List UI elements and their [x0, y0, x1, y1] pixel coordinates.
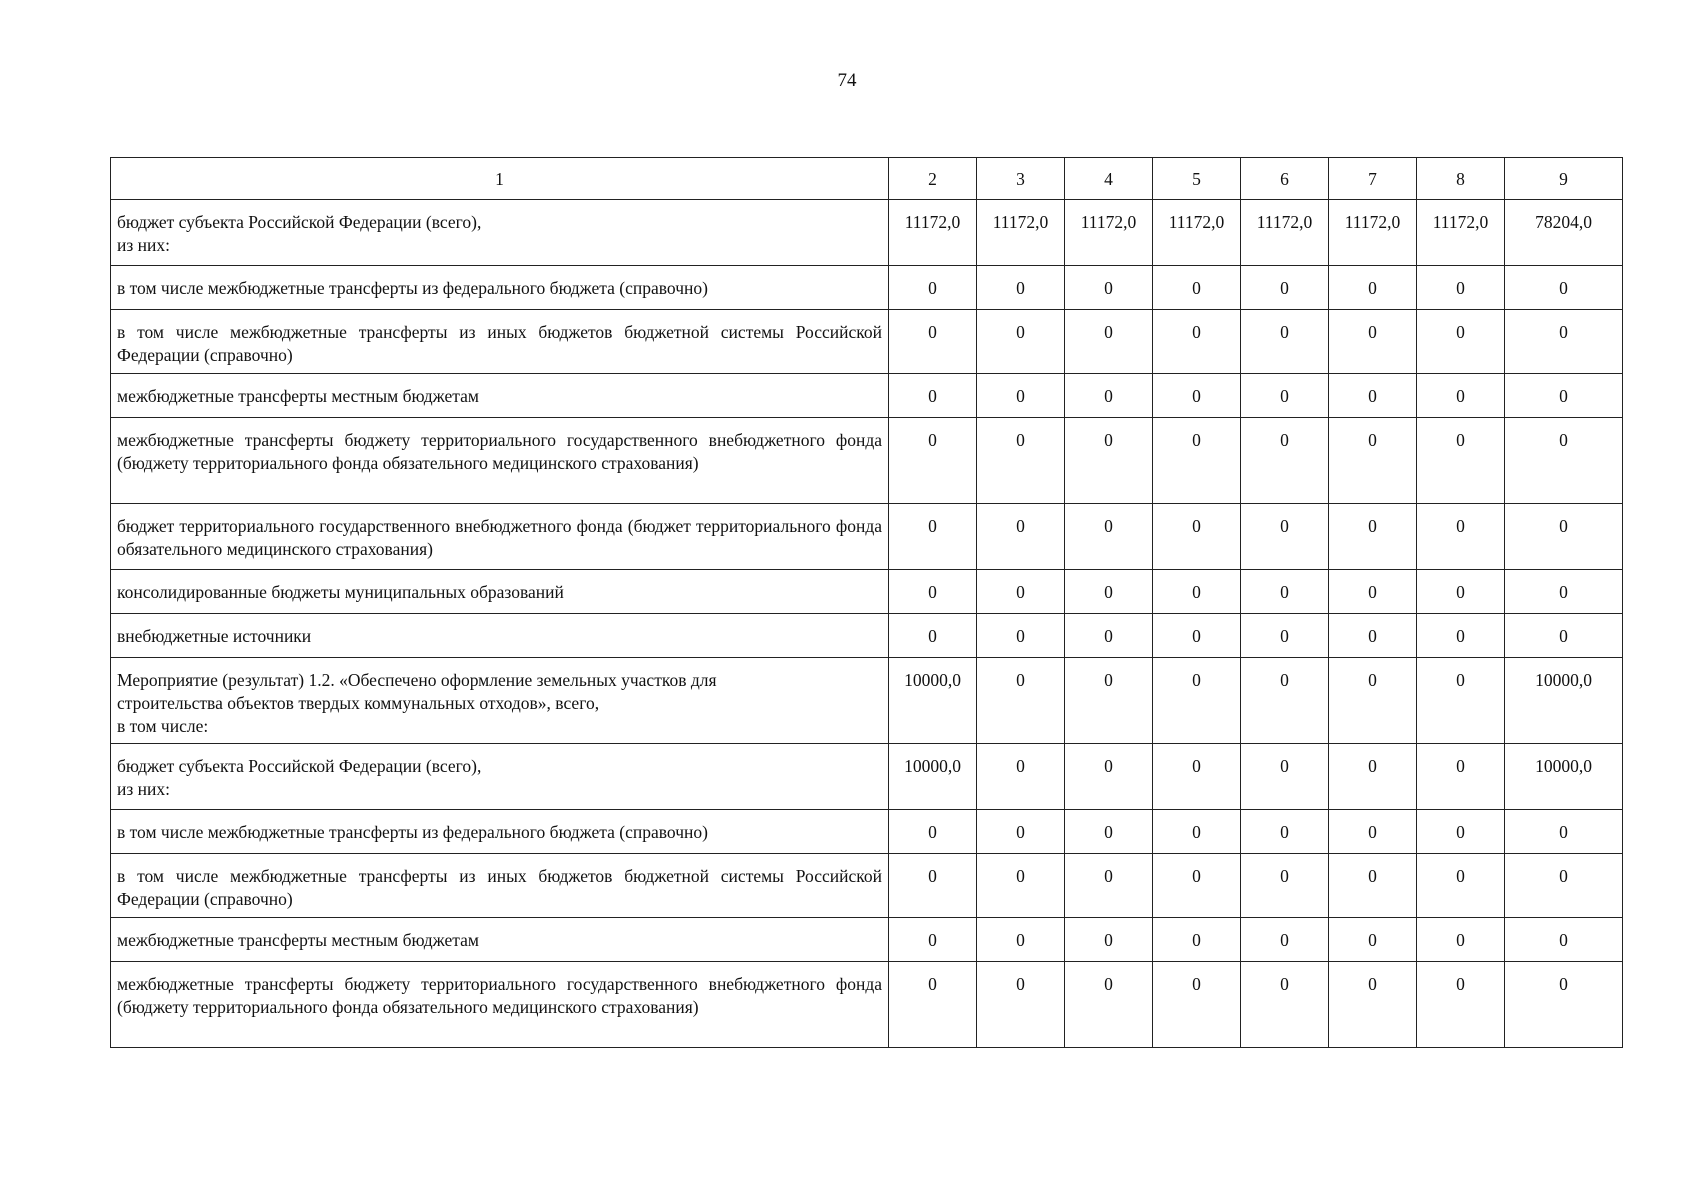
- table-body: [111, 200, 1623, 1048]
- value-cell: 0: [1241, 310, 1329, 374]
- value-cell: 11172,0: [977, 200, 1065, 266]
- table-row: [111, 658, 1623, 744]
- value-cell: 11172,0: [1065, 200, 1153, 266]
- description-line: бюджет субъекта Российской Федерации (всего),: [117, 212, 482, 232]
- value-cell: 10000,0: [1505, 744, 1623, 810]
- value-cell: 0: [1417, 854, 1505, 918]
- description-line: в том числе:: [117, 716, 209, 736]
- row-description: [111, 614, 889, 658]
- table-row: [111, 962, 1623, 1048]
- header-cell: 8: [1417, 158, 1505, 200]
- value-cell: 11172,0: [889, 200, 977, 266]
- value-cell: 10000,0: [889, 658, 977, 744]
- row-description: [111, 310, 889, 374]
- value-cell: 0: [1065, 810, 1153, 854]
- header-cell: 6: [1241, 158, 1329, 200]
- value-cell: 10000,0: [1505, 658, 1623, 744]
- table-row: [111, 614, 1623, 658]
- value-cell: 0: [889, 962, 977, 1048]
- value-cell: 0: [1065, 614, 1153, 658]
- table-row: [111, 504, 1623, 570]
- value-cell: 78204,0: [1505, 200, 1623, 266]
- value-cell: 0: [1329, 918, 1417, 962]
- row-description: [111, 504, 889, 570]
- value-cell: 0: [1329, 744, 1417, 810]
- value-cell: 0: [1505, 266, 1623, 310]
- row-description: [111, 810, 889, 854]
- header-cell: 7: [1329, 158, 1417, 200]
- value-cell: 0: [977, 854, 1065, 918]
- value-cell: 0: [977, 744, 1065, 810]
- value-cell: 0: [977, 810, 1065, 854]
- value-cell: 0: [1241, 570, 1329, 614]
- value-cell: 0: [1065, 310, 1153, 374]
- value-cell: 0: [1505, 504, 1623, 570]
- value-cell: 0: [977, 658, 1065, 744]
- value-cell: 0: [1241, 810, 1329, 854]
- value-cell: 0: [1153, 744, 1241, 810]
- row-description: [111, 744, 889, 810]
- value-cell: 0: [1505, 810, 1623, 854]
- table-row: [111, 854, 1623, 918]
- row-description: [111, 266, 889, 310]
- value-cell: 0: [1329, 658, 1417, 744]
- header-cell: 3: [977, 158, 1065, 200]
- value-cell: 0: [1417, 810, 1505, 854]
- value-cell: 0: [1417, 570, 1505, 614]
- value-cell: 11172,0: [1153, 200, 1241, 266]
- value-cell: 0: [1417, 658, 1505, 744]
- value-cell: 0: [1329, 810, 1417, 854]
- row-description: [111, 658, 889, 744]
- value-cell: 0: [1329, 418, 1417, 504]
- value-cell: 0: [1417, 962, 1505, 1048]
- header-cell: 1: [111, 158, 889, 200]
- row-description: [111, 962, 889, 1048]
- value-cell: 0: [1153, 614, 1241, 658]
- value-cell: 0: [1153, 854, 1241, 918]
- table-row: [111, 310, 1623, 374]
- value-cell: 0: [1505, 418, 1623, 504]
- value-cell: 10000,0: [889, 744, 977, 810]
- row-description: [111, 418, 889, 504]
- row-description: [111, 570, 889, 614]
- description-line: в том числе межбюджетные трансферты из иных бюджетов бюджетной системы Российской Федерации (справочно): [117, 866, 882, 909]
- value-cell: 0: [1505, 854, 1623, 918]
- value-cell: 0: [1329, 614, 1417, 658]
- value-cell: 0: [889, 810, 977, 854]
- page-number: 74: [837, 70, 857, 91]
- description-line: межбюджетные трансферты местным бюджетам: [117, 930, 479, 950]
- value-cell: 0: [977, 504, 1065, 570]
- value-cell: 0: [1241, 614, 1329, 658]
- value-cell: 0: [1241, 658, 1329, 744]
- description-line: из них:: [117, 779, 170, 799]
- value-cell: 0: [1417, 418, 1505, 504]
- description-line: Мероприятие (результат) 1.2. «Обеспечено оформление земельных участков для: [117, 670, 717, 690]
- header-cell: 4: [1065, 158, 1153, 200]
- description-line: консолидированные бюджеты муниципальных образований: [117, 582, 564, 602]
- header-cell: 9: [1505, 158, 1623, 200]
- table-row: [111, 918, 1623, 962]
- value-cell: 0: [1065, 266, 1153, 310]
- value-cell: 0: [1065, 504, 1153, 570]
- value-cell: 0: [889, 504, 977, 570]
- value-cell: 0: [889, 918, 977, 962]
- value-cell: 11172,0: [1329, 200, 1417, 266]
- value-cell: 0: [977, 266, 1065, 310]
- description-line: из них:: [117, 235, 170, 255]
- value-cell: 0: [1241, 854, 1329, 918]
- description-line: в том числе межбюджетные трансферты из федерального бюджета (справочно): [117, 278, 708, 298]
- description-line: межбюджетные трансферты бюджету территориального государственного внебюджетного фонда (бюджету территориального фонда обязательного медицинского страхования): [117, 974, 882, 1017]
- value-cell: 0: [1153, 570, 1241, 614]
- value-cell: 0: [1153, 310, 1241, 374]
- value-cell: 0: [889, 374, 977, 418]
- table-row: [111, 810, 1623, 854]
- value-cell: 0: [889, 614, 977, 658]
- value-cell: 0: [1153, 266, 1241, 310]
- value-cell: 0: [1065, 744, 1153, 810]
- value-cell: 0: [1065, 570, 1153, 614]
- value-cell: 0: [1417, 744, 1505, 810]
- value-cell: 0: [1153, 918, 1241, 962]
- value-cell: 0: [1065, 418, 1153, 504]
- value-cell: 0: [1505, 374, 1623, 418]
- value-cell: 0: [1153, 810, 1241, 854]
- value-cell: 0: [1329, 962, 1417, 1048]
- value-cell: 0: [1417, 614, 1505, 658]
- row-description: [111, 374, 889, 418]
- value-cell: 0: [1065, 658, 1153, 744]
- value-cell: 0: [977, 374, 1065, 418]
- description-line: в том числе межбюджетные трансферты из федерального бюджета (справочно): [117, 822, 708, 842]
- value-cell: 0: [1065, 962, 1153, 1048]
- value-cell: 0: [1153, 962, 1241, 1048]
- header-cell: 2: [889, 158, 977, 200]
- value-cell: 0: [1241, 918, 1329, 962]
- value-cell: 0: [1505, 614, 1623, 658]
- value-cell: 0: [889, 570, 977, 614]
- value-cell: 0: [1329, 854, 1417, 918]
- value-cell: 0: [1241, 374, 1329, 418]
- table-row: [111, 374, 1623, 418]
- value-cell: 0: [977, 418, 1065, 504]
- value-cell: 0: [1505, 918, 1623, 962]
- value-cell: 0: [1065, 854, 1153, 918]
- value-cell: 0: [1505, 570, 1623, 614]
- row-description: [111, 918, 889, 962]
- value-cell: 0: [1417, 504, 1505, 570]
- row-description: [111, 200, 889, 266]
- value-cell: 0: [1241, 744, 1329, 810]
- header-cell: 5: [1153, 158, 1241, 200]
- description-line: бюджет субъекта Российской Федерации (всего),: [117, 756, 482, 776]
- value-cell: 0: [889, 418, 977, 504]
- value-cell: 0: [1417, 266, 1505, 310]
- table-row: [111, 200, 1623, 266]
- table-row: [111, 266, 1623, 310]
- table-row: [111, 570, 1623, 614]
- value-cell: 0: [977, 918, 1065, 962]
- value-cell: 11172,0: [1241, 200, 1329, 266]
- value-cell: 0: [977, 614, 1065, 658]
- value-cell: 0: [1241, 266, 1329, 310]
- value-cell: 0: [889, 854, 977, 918]
- description-line: в том числе межбюджетные трансферты из иных бюджетов бюджетной системы Российской Федерации (справочно): [117, 322, 882, 365]
- description-line: межбюджетные трансферты бюджету территориального государственного внебюджетного фонда (бюджету территориального фонда обязательного медицинского страхования): [117, 430, 882, 473]
- value-cell: 0: [1329, 266, 1417, 310]
- value-cell: 0: [1241, 418, 1329, 504]
- value-cell: 0: [1505, 962, 1623, 1048]
- value-cell: 0: [1153, 504, 1241, 570]
- value-cell: 0: [977, 962, 1065, 1048]
- description-line: строительства объектов твердых коммунальных отходов», всего,: [117, 693, 600, 713]
- value-cell: 0: [1241, 504, 1329, 570]
- value-cell: 0: [1241, 962, 1329, 1048]
- budget-table: [110, 157, 1623, 1048]
- value-cell: 0: [1329, 310, 1417, 374]
- value-cell: 11172,0: [1417, 200, 1505, 266]
- value-cell: 0: [1065, 918, 1153, 962]
- description-line: внебюджетные источники: [117, 626, 312, 646]
- table-header-row: [111, 158, 1623, 200]
- description-line: межбюджетные трансферты местным бюджетам: [117, 386, 479, 406]
- value-cell: 0: [1329, 570, 1417, 614]
- value-cell: 0: [1329, 504, 1417, 570]
- value-cell: 0: [1417, 374, 1505, 418]
- value-cell: 0: [1329, 374, 1417, 418]
- value-cell: 0: [889, 266, 977, 310]
- table-row: [111, 418, 1623, 504]
- value-cell: 0: [977, 310, 1065, 374]
- table-row: [111, 744, 1623, 810]
- value-cell: 0: [889, 310, 977, 374]
- value-cell: 0: [1417, 918, 1505, 962]
- value-cell: 0: [1065, 374, 1153, 418]
- value-cell: 0: [977, 570, 1065, 614]
- value-cell: 0: [1505, 310, 1623, 374]
- description-line: бюджет территориального государственного внебюджетного фонда (бюджет территориального фонда обязательного медицинского страхования): [117, 516, 882, 559]
- value-cell: 0: [1153, 418, 1241, 504]
- row-description: [111, 854, 889, 918]
- value-cell: 0: [1153, 658, 1241, 744]
- value-cell: 0: [1153, 374, 1241, 418]
- value-cell: 0: [1417, 310, 1505, 374]
